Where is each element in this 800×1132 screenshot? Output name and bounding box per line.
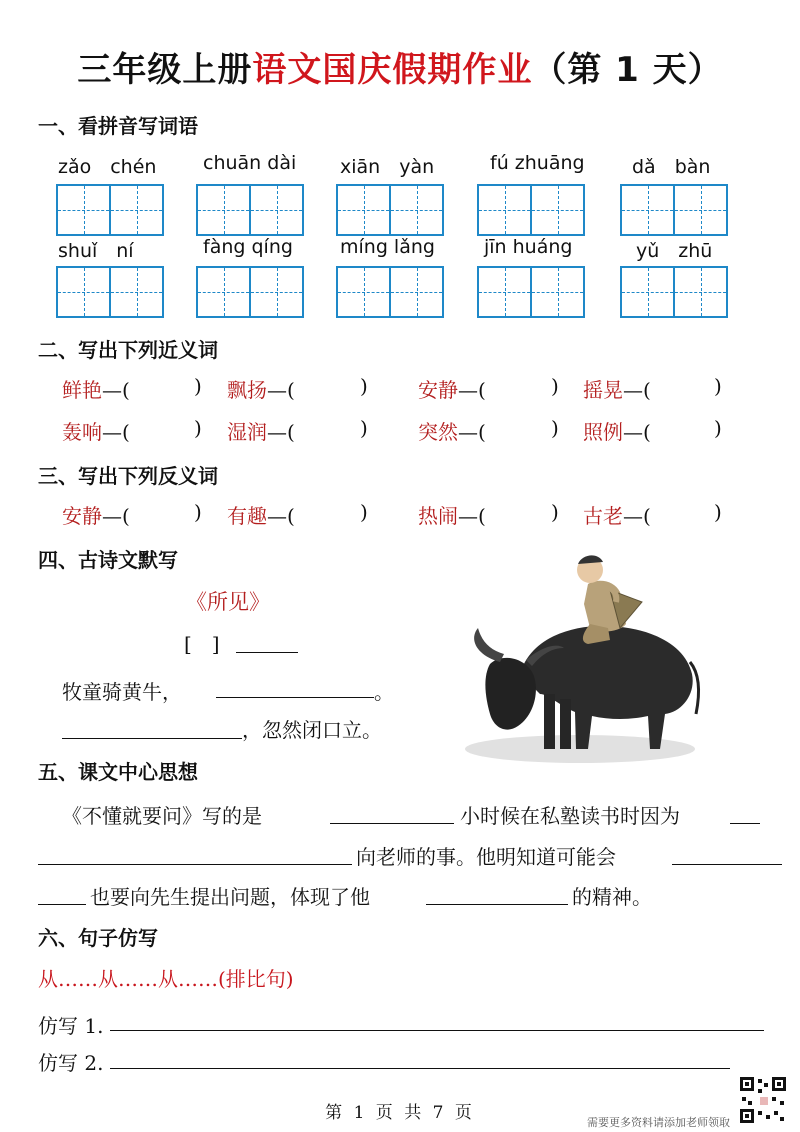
synonym-item: 轰响—( xyxy=(62,420,130,444)
watermark: 需要更多资料请添加老师领取 xyxy=(587,1116,730,1129)
writing-grid[interactable] xyxy=(196,266,304,318)
section-4-heading: 四、古诗文默写 xyxy=(38,548,178,572)
pinyin-label: yǔ zhū xyxy=(636,240,713,262)
blank-consequence-end[interactable] xyxy=(38,904,86,905)
imitation-pattern: 从……从……从……(排比句) xyxy=(38,967,294,991)
pinyin-label: jīn huáng xyxy=(484,236,573,258)
author-blank[interactable] xyxy=(236,652,298,653)
paren-close: ) xyxy=(551,416,559,440)
paren-close: ) xyxy=(714,416,722,440)
synonym-item: 照例—( xyxy=(583,420,651,444)
synonym-item: 飘扬—( xyxy=(227,378,295,402)
synonym-item: 摇晃—( xyxy=(583,378,651,402)
blank-consequence[interactable] xyxy=(672,864,782,865)
writing-grid[interactable] xyxy=(56,184,164,236)
imitation-label-2: 仿写 2. xyxy=(38,1051,104,1075)
section-2-heading: 二、写出下列近义词 xyxy=(38,338,218,362)
pinyin-label: míng lǎng xyxy=(340,236,435,258)
center-text-1a: 《不懂就要问》写的是 xyxy=(62,804,262,828)
writing-grid[interactable] xyxy=(477,184,585,236)
title-black: 三年级上册 xyxy=(77,50,253,90)
paren-close: ) xyxy=(360,416,368,440)
paren-close: ) xyxy=(714,374,722,398)
paren-close: ) xyxy=(360,500,368,524)
buffalo-boy-illustration xyxy=(460,544,705,774)
blank-spirit[interactable] xyxy=(426,904,568,905)
center-text-2: 向老师的事。他明知道可能会 xyxy=(356,845,616,869)
center-text-1b: 小时候在私塾读书时因为 xyxy=(460,804,680,828)
antonym-item: 有趣—( xyxy=(227,504,295,528)
writing-grid[interactable] xyxy=(56,266,164,318)
synonym-item: 突然—( xyxy=(418,420,486,444)
antonym-item: 热闹—( xyxy=(418,504,486,528)
imitation-answer-2[interactable] xyxy=(110,1068,730,1069)
page-footer: 第 1 页 共 7 页 xyxy=(325,1103,475,1123)
synonym-item: 安静—( xyxy=(418,378,486,402)
paren-close: ) xyxy=(360,374,368,398)
center-text-3b: 的精神。 xyxy=(572,885,652,909)
antonym-item: 古老—( xyxy=(583,504,651,528)
antonym-item: 安静—( xyxy=(62,504,130,528)
imitation-answer-1[interactable] xyxy=(110,1030,764,1031)
synonym-item: 鲜艳—( xyxy=(62,378,130,402)
blank-reason-start[interactable] xyxy=(730,823,760,824)
paren-close: ) xyxy=(551,374,559,398)
paren-close: ) xyxy=(194,374,202,398)
section-1-heading: 一、看拼音写词语 xyxy=(38,114,198,138)
writing-grid[interactable] xyxy=(620,266,728,318)
blank-person[interactable] xyxy=(330,823,454,824)
author-bracket: [ ] xyxy=(184,632,220,656)
pinyin-label: xiān yàn xyxy=(340,156,435,178)
section-5-heading: 五、课文中心思想 xyxy=(38,760,198,784)
writing-grid[interactable] xyxy=(336,266,444,318)
title-red: 语文国庆假期作业 xyxy=(252,50,533,90)
synonym-item: 湿润—( xyxy=(227,420,295,444)
section-6-heading: 六、句子仿写 xyxy=(38,926,158,950)
pinyin-label: chuān dài xyxy=(203,152,297,174)
poem-blank-1[interactable] xyxy=(216,697,374,698)
writing-grid[interactable] xyxy=(620,184,728,236)
poem-blank-2[interactable] xyxy=(62,738,242,739)
pinyin-label: zǎo chén xyxy=(58,156,157,178)
center-text-3a: 也要向先生提出问题，体现了他 xyxy=(90,885,370,909)
poem-title: 《所见》 xyxy=(186,590,270,614)
paren-close: ) xyxy=(551,500,559,524)
pinyin-label: fàng qíng xyxy=(203,236,293,258)
poem-line-1-end: 。 xyxy=(374,680,394,704)
poem-line-1: 牧童骑黄牛， xyxy=(62,680,182,704)
paren-close: ) xyxy=(194,416,202,440)
poem-line-2: ，忽然闭口立。 xyxy=(242,718,382,742)
page-title xyxy=(0,42,800,91)
writing-grid[interactable] xyxy=(336,184,444,236)
imitation-label-1: 仿写 1. xyxy=(38,1014,104,1038)
qr-code-icon xyxy=(738,1075,788,1125)
paren-close: ) xyxy=(714,500,722,524)
writing-grid[interactable] xyxy=(196,184,304,236)
blank-reason[interactable] xyxy=(38,864,352,865)
pinyin-label: shuǐ ní xyxy=(58,240,134,262)
pinyin-label: fú zhuāng xyxy=(490,152,585,174)
section-3-heading: 三、写出下列反义词 xyxy=(38,464,218,488)
pinyin-label: dǎ bàn xyxy=(632,156,711,178)
paren-close: ) xyxy=(194,500,202,524)
writing-grid[interactable] xyxy=(477,266,585,318)
title-day: （第 1 天） xyxy=(532,50,723,90)
